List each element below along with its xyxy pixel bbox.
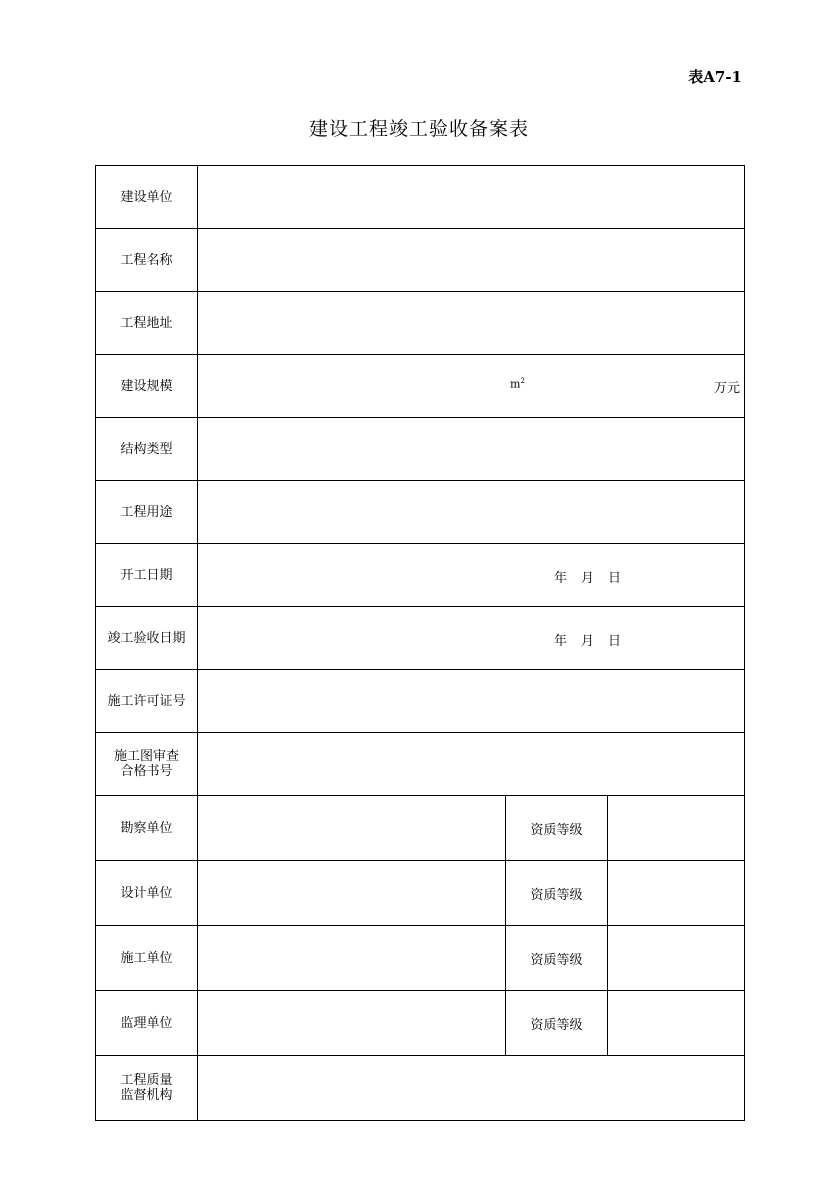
project-use-label: 工程用途 — [96, 481, 198, 544]
design-unit-qualification-value[interactable] — [608, 861, 745, 926]
construction-unit-label: 建设单位 — [96, 166, 198, 229]
acceptance-record-table — [95, 165, 745, 1121]
form-code: 表A7-1 — [688, 68, 742, 86]
survey-unit-value[interactable] — [198, 796, 506, 861]
drawing-review-label-line1: 施工图审查 — [113, 749, 179, 764]
builder-unit-value[interactable] — [198, 926, 506, 991]
construction-scale-value[interactable] — [198, 355, 745, 418]
structure-type-value[interactable] — [198, 418, 745, 481]
design-unit-value[interactable] — [198, 861, 506, 926]
supervision-unit-value[interactable] — [198, 991, 506, 1056]
construction-unit-value[interactable] — [198, 166, 745, 229]
project-use-value[interactable] — [198, 481, 745, 544]
quality-agency-value[interactable] — [198, 1056, 745, 1121]
acceptance-date-year: 年 — [554, 634, 568, 649]
drawing-review-label-line2: 合格书号 — [120, 764, 173, 779]
quality-agency-label-line2: 监督机构 — [120, 1088, 173, 1103]
acceptance-date-day: 日 — [608, 634, 622, 649]
design-unit-qualification-label: 资质等级 — [506, 861, 608, 926]
start-date-month: 月 — [581, 571, 595, 586]
project-address-value[interactable] — [198, 292, 745, 355]
row-project-address — [96, 292, 745, 355]
supervision-unit-label: 监理单位 — [96, 991, 198, 1056]
start-date-year: 年 — [554, 571, 568, 586]
quality-agency-label-line1: 工程质量 — [120, 1073, 173, 1088]
row-supervision-unit — [96, 991, 745, 1056]
structure-type-label: 结构类型 — [96, 418, 198, 481]
row-project-use — [96, 481, 745, 544]
permit-no-value[interactable] — [198, 670, 745, 733]
project-address-label: 工程地址 — [96, 292, 198, 355]
row-construction-unit — [96, 166, 745, 229]
row-construction-scale — [96, 355, 745, 418]
supervision-unit-qualification-value[interactable] — [608, 991, 745, 1056]
drawing-review-value[interactable] — [198, 733, 745, 796]
design-unit-label: 设计单位 — [96, 861, 198, 926]
survey-unit-label: 勘察单位 — [96, 796, 198, 861]
permit-no-label: 施工许可证号 — [96, 670, 198, 733]
quality-agency-label — [96, 1056, 198, 1121]
supervision-unit-qualification-label: 资质等级 — [506, 991, 608, 1056]
acceptance-date-value[interactable] — [198, 607, 745, 670]
row-acceptance-date — [96, 607, 745, 670]
row-drawing-review — [96, 733, 745, 796]
row-builder-unit — [96, 926, 745, 991]
row-permit-no — [96, 670, 745, 733]
row-start-date — [96, 544, 745, 607]
row-structure-type — [96, 418, 745, 481]
acceptance-date-label: 竣工验收日期 — [96, 607, 198, 670]
start-date-value[interactable] — [198, 544, 745, 607]
document-title: 建设工程竣工验收备案表 — [308, 118, 529, 140]
start-date-label: 开工日期 — [96, 544, 198, 607]
start-date-day: 日 — [608, 571, 622, 586]
row-design-unit — [96, 861, 745, 926]
builder-unit-label: 施工单位 — [96, 926, 198, 991]
builder-unit-qualification-label: 资质等级 — [506, 926, 608, 991]
builder-unit-qualification-value[interactable] — [608, 926, 745, 991]
area-unit: $m^2$ — [510, 377, 525, 391]
project-name-value[interactable] — [198, 229, 745, 292]
acceptance-date-month: 月 — [581, 634, 595, 649]
survey-unit-qualification-label: 资质等级 — [506, 796, 608, 861]
drawing-review-label — [96, 733, 198, 796]
project-name-label: 工程名称 — [96, 229, 198, 292]
row-project-name — [96, 229, 745, 292]
row-survey-unit — [96, 796, 745, 861]
construction-scale-label: 建设规模 — [96, 355, 198, 418]
row-quality-agency — [96, 1056, 745, 1121]
survey-unit-qualification-value[interactable] — [608, 796, 745, 861]
money-unit: 万元 — [714, 381, 741, 396]
